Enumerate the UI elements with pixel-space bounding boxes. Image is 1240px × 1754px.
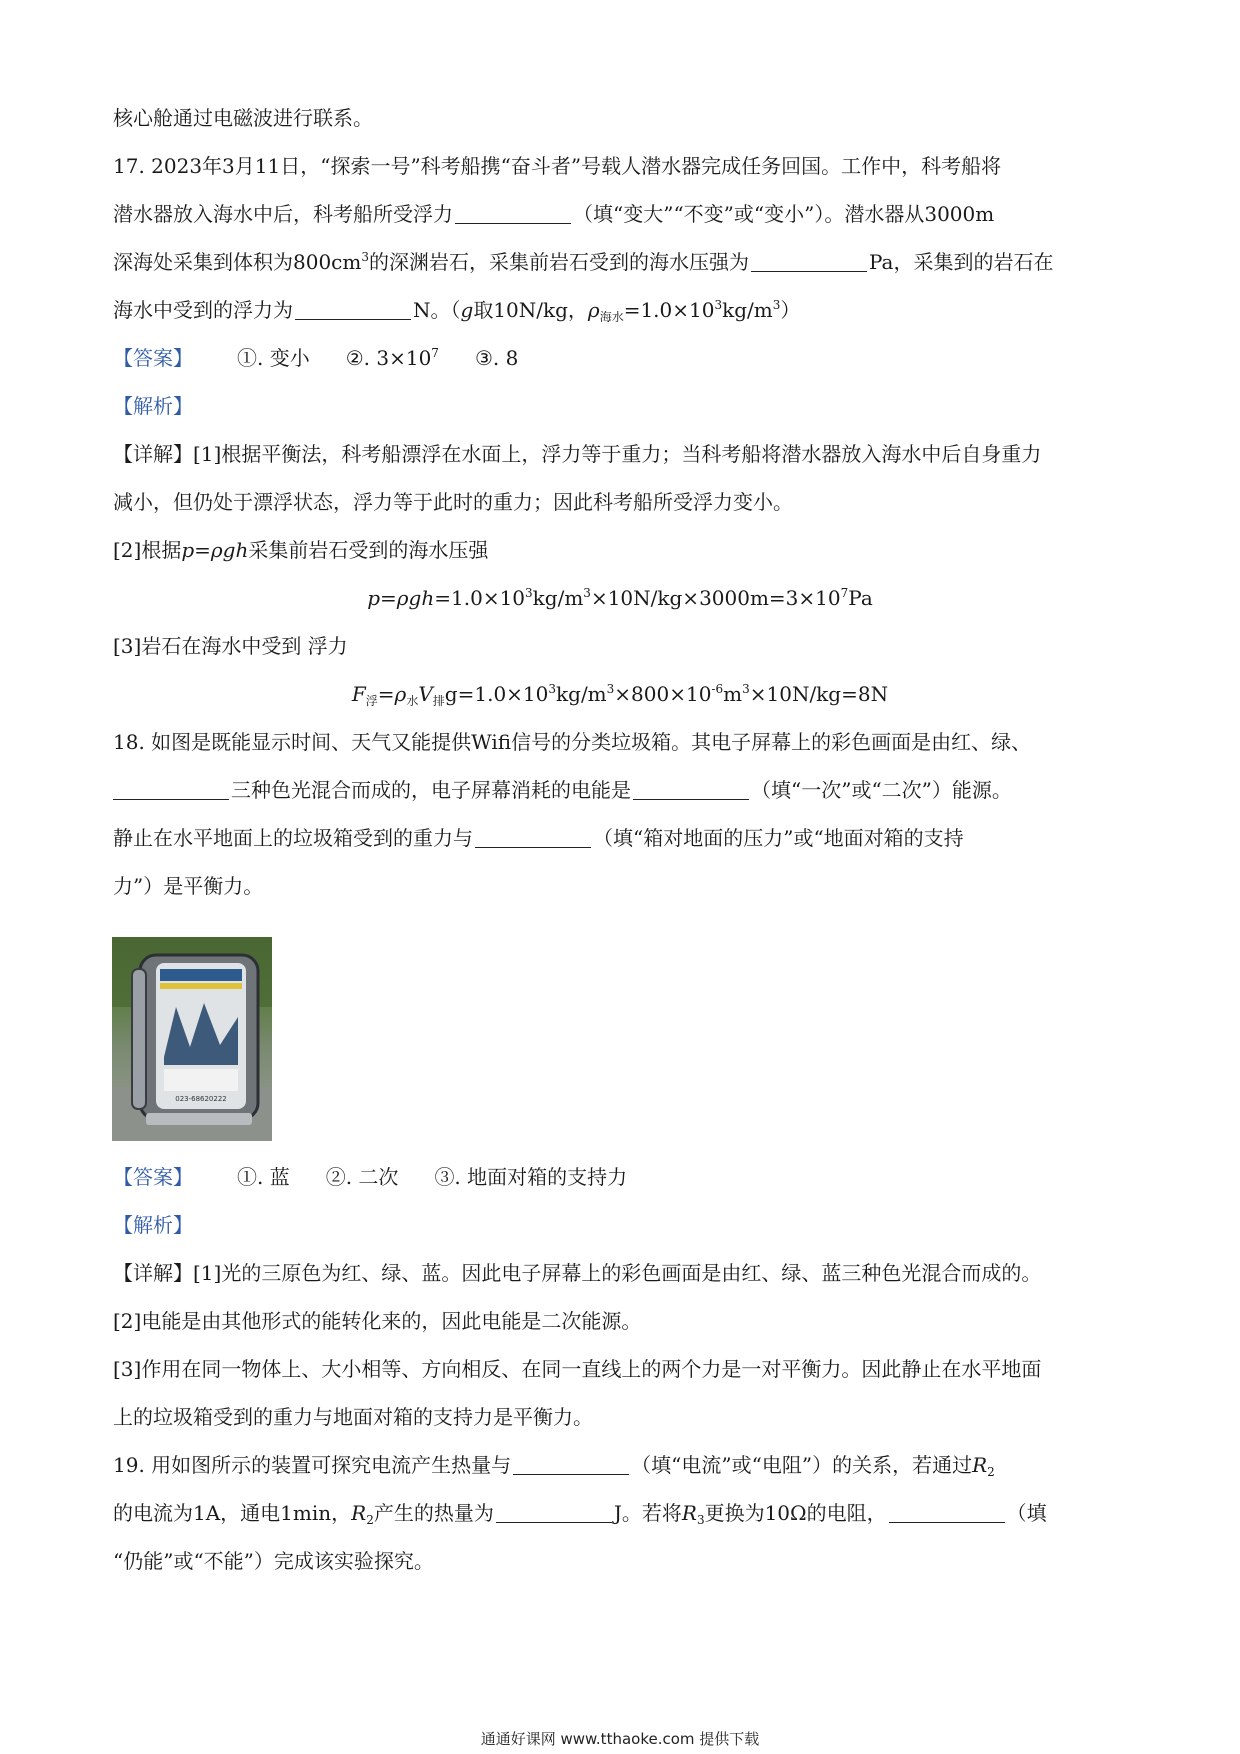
q18-line-2: 三种色光混合而成的，电子屏幕消耗的电能是 （填“一次”或“二次”）能源。 [113,776,1012,804]
detail-18-line-2: [2]电能是由其他形式的能转化来的，因此电能是二次能源。 [113,1309,642,1333]
answer-label: 【答案】 [113,346,193,370]
continuation-text: 核心舱通过电磁波进行联系。 [113,106,373,130]
answer-blank [751,249,867,272]
detail-17-line-2: 减小，但仍处于漂浮状态，浮力等于此时的重力；因此科考船所受浮力变小。 [113,490,793,514]
answer-blank [889,1500,1005,1523]
detail-18-line-1: 【详解】[1]光的三原色为红、绿、蓝。因此电子屏幕上的彩色画面是由红、绿、蓝三种色光混合而成的。 [113,1261,1042,1285]
q18-line-4: 力”）是平衡力。 [113,874,264,898]
answer-blank [496,1500,612,1523]
trash-bin-illustration [112,937,272,1141]
answer-blank [113,777,229,800]
equation-pressure: $p=\rho gh=1.0\times 10^3kg/m^3\times 10N/kg\times 3000m=3\times 10^7Pa$ [367,586,873,610]
answer-row-18: 【答案】 ①. 蓝 ②. 二次 ③. 地面对箱的支持力 [113,1165,628,1189]
detail-label: 【详解】 [113,1261,193,1285]
q17-line-4: 海水中受到的浮力为 N。（g取10N/kg，$\rho_{海水}=1.0\times 10^3kg/m^3$） [113,298,801,324]
detail-18-line-3: [3]作用在同一物体上、大小相等、方向相反、在同一直线上的两个力是一对平衡力。因此静止在水平地面 [113,1357,1042,1381]
detail-17-line-4: [3]岩石在海水中受到 浮力 [113,634,348,658]
trash-bin-photo [112,937,272,1141]
detail-17-line-1: 【详解】[1]根据平衡法，科考船漂浮在水面上，浮力等于重力；当科考船将潜水器放入海水中后自身重力 [113,442,1042,466]
detail-label: 【详解】 [113,442,193,466]
q19-line-1: 19. 用如图所示的装置可探究电流产生热量与 （填“电流”或“电阻”）的关系，若通过$R_2$ [113,1453,995,1479]
screen-phone-number: 023-68620222 [175,1095,227,1103]
q17-line-1: 17. 2023年3月11日，“探索一号”科考船携“奋斗者”号载人潜水器完成任务回国。工作中，科考船将 [113,154,1002,178]
answer-blank [455,201,571,224]
q19-line-3: “仍能”或“不能”）完成该实验探究。 [113,1549,434,1573]
answer-blank [513,1452,629,1475]
q18-line-3: 静止在水平地面上的垃圾箱受到的重力与 （填“箱对地面的压力”或“地面对箱的支持 [113,826,964,850]
q19-line-2: 的电流为1A，通电1min，$R_2$产生的热量为 J。若将$R_3$更换为10Ω的电阻， （填 [113,1501,1047,1527]
analysis-label: 【解析】 [113,394,193,418]
detail-18-line-4: 上的垃圾箱受到的重力与地面对箱的支持力是平衡力。 [113,1405,593,1429]
answer-blank [475,825,591,848]
analysis-label: 【解析】 [113,1213,193,1237]
answer-label: 【答案】 [113,1165,193,1189]
detail-17-line-3: [2]根据p=ρgh采集前岩石受到的海水压强 [113,538,489,562]
answer-row-17: 【答案】 ①. 变小 ②. $3\times 10^7$ ③. 8 [113,346,519,370]
q17-line-3: 深海处采集到体积为$800cm^3$的深渊岩石，采集前岩石受到的海水压强为 Pa，采集到的岩石在 [113,250,1054,274]
q17-line-2: 潜水器放入海水中后，科考船所受浮力 （填“变大”“不变”或“变小”）。潜水器从3000m [113,202,995,226]
page-footer: 通通好课网 www.tthaoke.com 提供下载 [480,1730,760,1748]
q18-line-1: 18. 如图是既能显示时间、天气又能提供Wifi信号的分类垃圾箱。其电子屏幕上的彩色画面是由红、绿、 [113,730,1032,754]
answer-blank [633,777,749,800]
answer-blank [295,297,411,320]
equation-buoyancy: $F_浮=\rho_水V_排g=1.0\times 10^3kg/m^3\times 800\times 10^{-6}m^3\times 10N/kg=8N$ [351,682,889,708]
